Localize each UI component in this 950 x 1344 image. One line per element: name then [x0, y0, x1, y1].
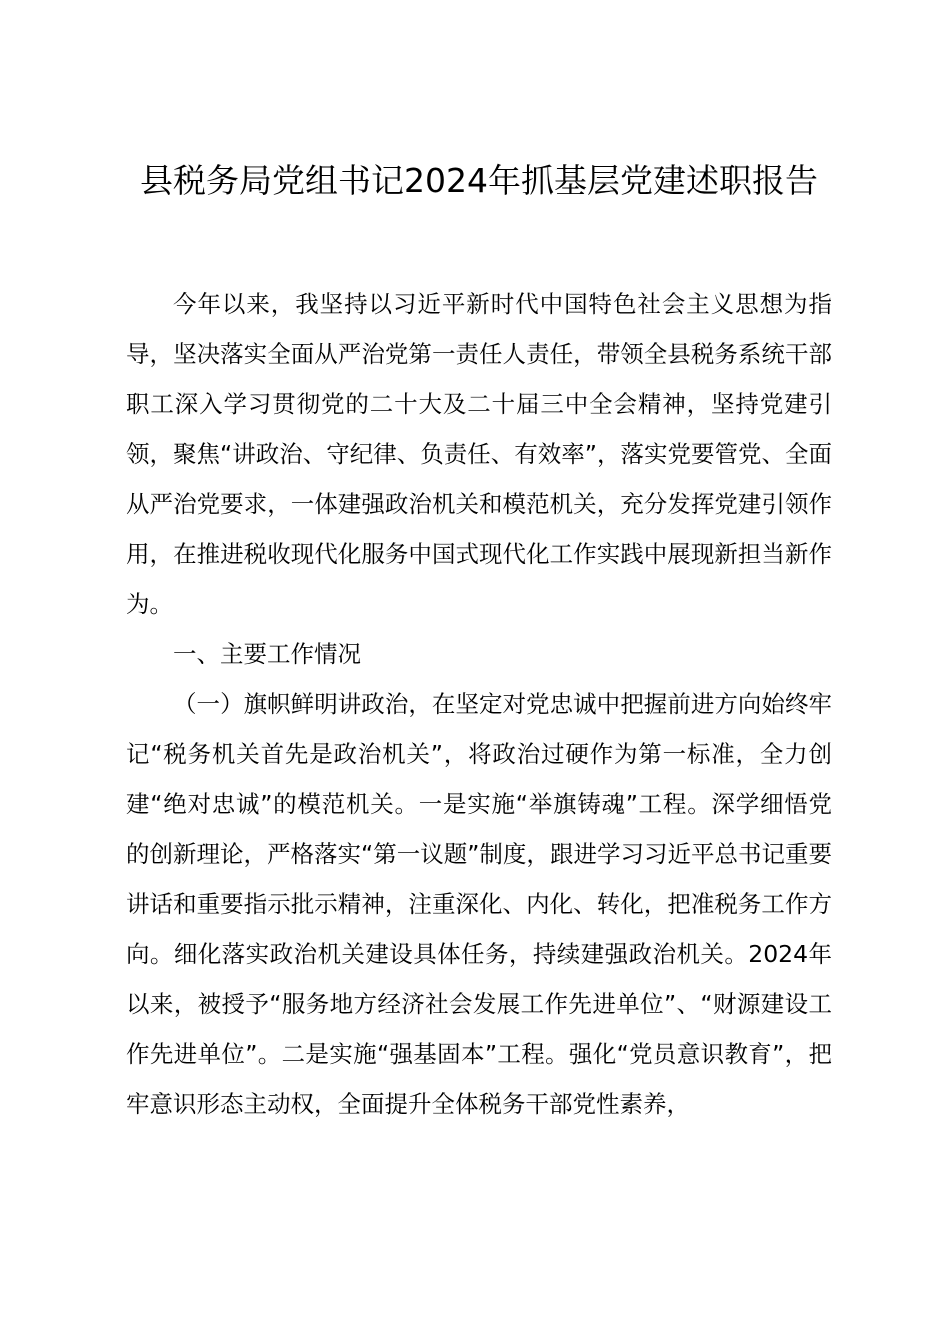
subsection-paragraph: （一）旗帜鲜明讲政治，在坚定对党忠诚中把握前进方向始终牢记“税务机关首先是政治机关”，将政治过硬作为第一标准，全力创建“绝对忠诚”的模范机关。一是实施“举旗铸魂”工程。深学细悟党的创新理论，严格落实“第一议题”制度，跟进学习习近平总书记重要讲话和重要指示批示精神，注重深化、内化、转化，把准税务工作方向。细化落实政治机关建设具体任务，持续建强政治机关。2024年以来，被授予“服务地方经济社会发展工作先进单位”、“财源建设工作先进单位”。二是实施“强基固本”工程。强化“党员意识教育”，把牢意识形态主动权，全面提升全体税务干部党性素养， [126, 690, 832, 1118]
document-title: 县税务局党组书记2024年抓基层党建述职报告 [140, 161, 818, 200]
section-heading: 一、主要工作情况 [173, 640, 361, 668]
intro-paragraph: 今年以来，我坚持以习近平新时代中国特色社会主义思想为指导，坚决落实全面从严治党第一责任人责任，带领全县税务系统干部职工深入学习贯彻党的二十大及二十届三中全会精神，坚持党建引领，聚焦“讲政治、守纪律、负责任、有效率”，落实党要管党、全面从严治党要求，一体建强政治机关和模范机关，充分发挥党建引领作用，在推进税收现代化服务中国式现代化工作实践中展现新担当新作为。 [126, 290, 832, 618]
document-body [126, 279, 832, 1129]
